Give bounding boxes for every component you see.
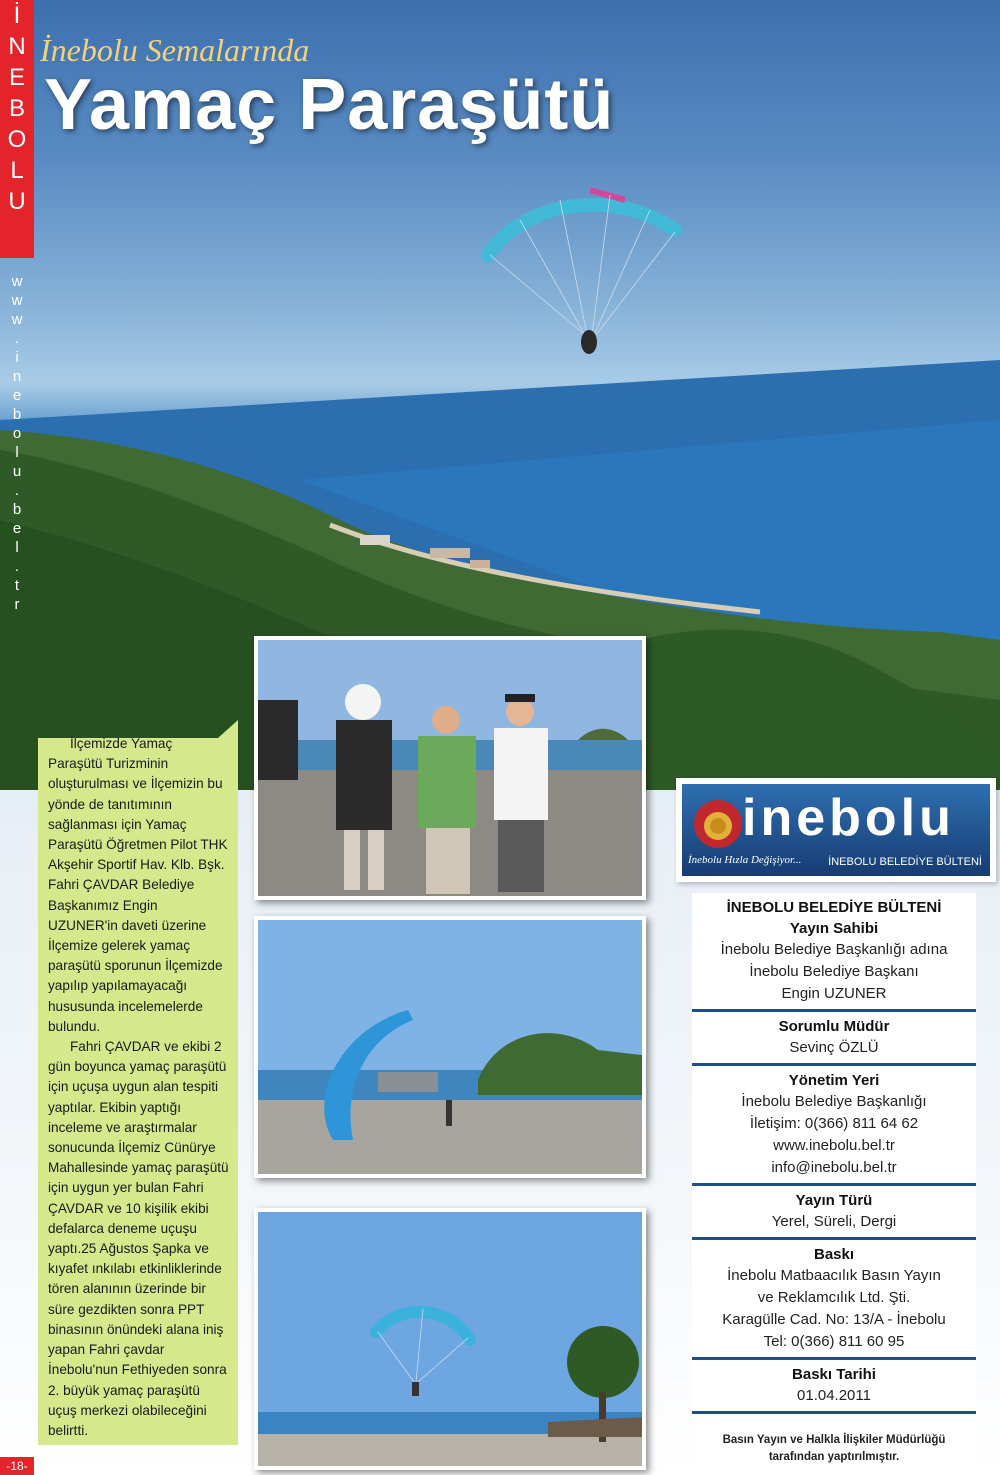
wing-beach-image <box>258 920 642 1174</box>
url-char: . <box>14 558 20 575</box>
imprint-note-line: Basın Yayın ve Halkla İlişkiler Müdürlüğü <box>722 1434 946 1446</box>
side-title-bar <box>0 0 34 258</box>
url-char: u <box>12 463 22 480</box>
imprint-type-line: Yerel, Süreli, Dergi <box>771 1213 897 1230</box>
imprint-office-line: info@inebolu.bel.tr <box>771 1159 897 1176</box>
medal-icon <box>688 794 748 854</box>
url-char: b <box>12 406 22 423</box>
article-title: Yamaç Paraşütü <box>44 65 615 145</box>
imprint-owner-line: Engin UZUNER <box>781 985 887 1002</box>
imprint-type-section <box>692 1186 976 1240</box>
imprint-office-line: İnebolu Belediye Başkanlığı <box>741 1093 927 1110</box>
side-letter: N <box>8 33 26 60</box>
imprint-title: İNEBOLU BELEDİYE BÜLTENİ <box>726 899 942 916</box>
article-textbox <box>38 720 238 1445</box>
photo-group-beach <box>254 636 646 900</box>
imprint-owner-section <box>692 893 976 1012</box>
logo-slogan: İnebolu Hızla Değişiyor... <box>688 854 802 866</box>
photo-glider-beach <box>254 1208 646 1470</box>
side-letter: E <box>8 64 25 91</box>
url-char: w <box>11 311 23 328</box>
url-char: l <box>15 539 19 556</box>
side-letter: İ <box>13 2 21 29</box>
article-paragraph: Fahri ÇAVDAR ve ekibi 2 gün boyunca yamaç paraşütü için uçuşa uygun alan tespiti yaptılar. Ekibin yaptığı inceleme ve araştırmalar sonucunda İlçemiz Cünürye Mahallesinde yamaç paraşütü için uygun yer bulan Fahri ÇAVDAR ve 10 kişilik ekibi defalarca deneme uçuşu yaptı.25 Ağustos Şapka ve kıyafet ınkılabı etkinliklerinde tören alanının üzerinde bir süre gezdikten sonra PPT binasının önündeki alana iniş yapan Fahri çavdar İnebolu'nun Fethiyeden sonra 2. büyük yamaç paraşütü uçuş merkezi olabileceğini belirtti. <box>48 1039 229 1438</box>
imprint-print-section <box>692 1240 976 1360</box>
group-beach-image <box>258 640 642 896</box>
imprint-office-section <box>692 1066 976 1186</box>
url-char: r <box>14 596 20 613</box>
imprint-manager-heading: Sorumlu Müdür <box>778 1018 890 1035</box>
imprint-owner-line: İnebolu Belediye Başkanı <box>749 963 919 980</box>
article-subtitle: İnebolu Semalarında <box>40 32 310 68</box>
page-number: -18- <box>0 1457 34 1475</box>
url-char: e <box>12 520 22 537</box>
imprint-date-line: 01.04.2011 <box>797 1387 871 1404</box>
side-letter: O <box>7 126 27 153</box>
url-char: o <box>12 425 22 442</box>
side-letter: L <box>10 157 24 184</box>
url-char: . <box>14 330 20 347</box>
bulletin-logo-box <box>676 778 996 882</box>
imprint-owner-line: İnebolu Belediye Başkanlığı adına <box>720 941 948 958</box>
logo-wordmark: inebolu <box>742 789 955 847</box>
imprint-date-section <box>692 1360 976 1414</box>
side-letter: U <box>8 188 26 215</box>
side-letter: B <box>8 95 25 122</box>
imprint-note-section <box>692 1414 976 1470</box>
side-url <box>8 272 26 614</box>
url-char: b <box>12 501 22 518</box>
photo-wing-beach <box>254 916 646 1178</box>
imprint-office-line: İletişim: 0(366) 811 64 62 <box>749 1115 919 1132</box>
url-char: e <box>12 387 22 404</box>
logo-bulletin-label: İNEBOLU BELEDİYE BÜLTENİ <box>828 856 982 868</box>
url-char: w <box>11 292 23 309</box>
imprint-print-heading: Baskı <box>813 1246 855 1263</box>
article-body <box>48 734 230 1441</box>
url-char: w <box>11 273 23 290</box>
url-char: n <box>12 368 22 385</box>
imprint-note-line: tarafından yaptırılmıştır. <box>768 1451 900 1463</box>
imprint-manager-section <box>692 1012 976 1066</box>
imprint-office-line: www.inebolu.bel.tr <box>773 1137 895 1154</box>
imprint-owner-heading: Yayın Sahibi <box>789 920 879 937</box>
imprint-date-heading: Baskı Tarihi <box>792 1366 876 1383</box>
imprint-box <box>692 893 976 1470</box>
imprint-print-line: ve Reklamcılık Ltd. Şti. <box>757 1289 911 1306</box>
imprint-note <box>694 1418 974 1466</box>
url-char: t <box>14 577 20 594</box>
glider-beach-image <box>258 1212 642 1466</box>
url-char: l <box>15 444 19 461</box>
imprint-type-heading: Yayın Türü <box>795 1192 873 1209</box>
imprint-office-heading: Yönetim Yeri <box>788 1072 880 1089</box>
article-paragraph: İlçemizde Yamaç Paraşütü Turizminin oluşturulması ve İlçemizin bu yönde de tanıtımının sağlanması için Yamaç Paraşütü Öğretmen Pilot THK Akşehir Sportif Hav. Klb. Bşk. Fahri ÇAVDAR Belediye Başkanımız Engin UZUNER'in daveti üzerine İlçemize gelerek yamaç paraşütü sporunun İlçemizde yapılıp yapılamayacağı hususunda incelemelerde bulundu. <box>48 736 228 1034</box>
url-char: . <box>14 482 20 499</box>
bulletin-logo <box>682 784 990 876</box>
imprint-manager-line: Sevinç ÖZLÜ <box>789 1039 879 1056</box>
imprint-print-line: Karagülle Cad. No: 13/A - İnebolu <box>722 1311 946 1328</box>
url-char: i <box>15 349 19 366</box>
imprint-print-line: İnebolu Matbaacılık Basın Yayın <box>727 1267 941 1284</box>
imprint-print-line: Tel: 0(366) 811 60 95 <box>763 1333 905 1350</box>
